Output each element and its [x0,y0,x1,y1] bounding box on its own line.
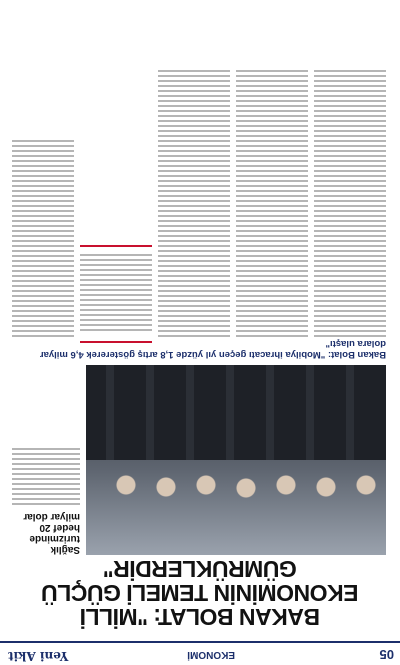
body-column [314,53,386,343]
group-photo [86,365,386,555]
highlight-box [80,245,152,343]
sidebar-title: Sağlık turizminde hedef 20 milyar dolar [23,511,80,555]
masthead-logo: Yeni Akit [8,649,69,663]
page-header [0,641,400,665]
photo-suits [86,365,386,460]
section-label: EKONOMİ [187,649,235,660]
sidebar-story [12,365,80,555]
main-headline: BAKAN BOLAT: "MİLLİ EKONOMİNİN TEMELİ GÜÇLÜ GÜMRÜKLERDİR" [41,556,359,630]
body-column [12,53,74,343]
body-column [158,53,230,343]
secondary-headline: Bakan Bolat: "Mobilya ihracatı geçen yıl yüzde 1,8 artış göstererek 4,6 milyar dolara ulaştı" [39,338,386,360]
sidebar-body-placeholder [12,448,80,505]
body-column [236,53,308,343]
page-number: 05 [379,647,394,662]
